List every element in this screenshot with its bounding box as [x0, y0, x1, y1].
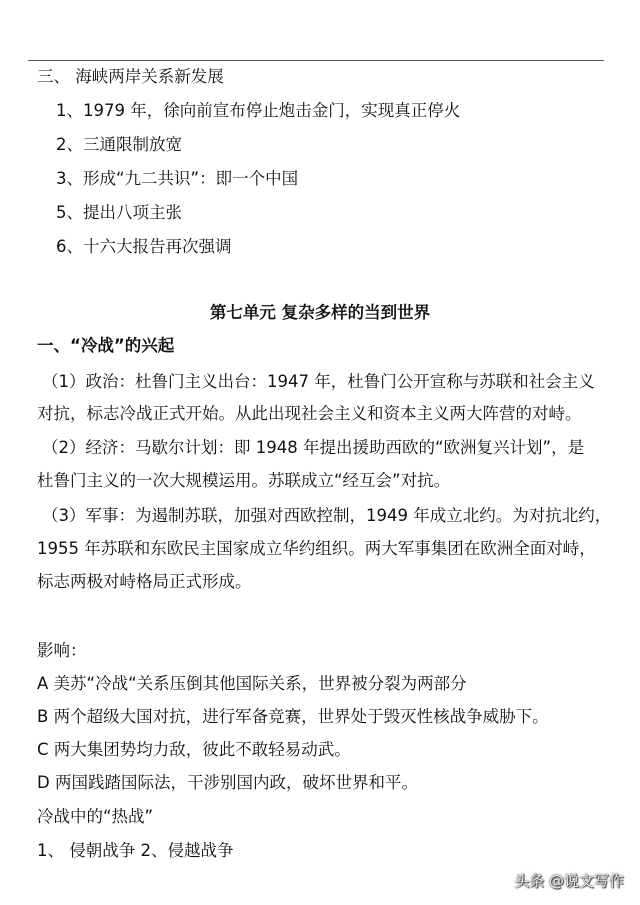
- section1-heading: 一、“冷战”的兴起: [37, 336, 175, 355]
- section3-item-5: 5、提出八项主张: [56, 203, 182, 222]
- impact-b: B 两个超级大国对抗，进行军备竞赛，世界处于毁灭性核战争威胁下。: [37, 707, 549, 726]
- impact-c: C 两大集团势均力敌，彼此不敢轻易动武。: [37, 740, 351, 759]
- hot-war-label: 冷战中的“热战”: [37, 807, 154, 826]
- military-line-2: 1955 年苏联和东欧民主国家成立华约组织。两大军事集团在欧洲全面对峙，: [37, 539, 596, 558]
- unit-title: 第七单元 复杂多样的当到世界: [209, 303, 431, 322]
- economy-line-2: 杜鲁门主义的一次大规模运用。苏联成立“经互会”对抗。: [37, 471, 451, 490]
- section3-item-1: 1、1979 年，徐向前宣布停止炮击金门，实现真正停火: [56, 101, 461, 120]
- impact-label: 影响：: [37, 641, 87, 660]
- military-line-3: 标志两极对峙格局正式形成。: [37, 572, 252, 591]
- watermark: 头条 @说文写作: [514, 872, 624, 890]
- section3-item-3: 3、形成“九二共识”：即一个中国: [56, 169, 299, 188]
- impact-a: A 美苏“冷战“关系压倒其他国际关系，世界被分裂为两部分: [37, 674, 467, 693]
- politics-line-2: 对抗，标志冷战正式开始。从此出现社会主义和资本主义两大阵营的对峙。: [37, 404, 582, 423]
- military-line-1: （3）军事：为遏制苏联，加强对西欧控制，1949 年成立北约。为对抗北约，: [42, 506, 612, 525]
- economy-line-1: （2）经济：马歇尔计划：即 1948 年提出援助西欧的“欧洲复兴计划”，是: [42, 438, 585, 457]
- politics-line-1: （1）政治：杜鲁门主义出台：1947 年，杜鲁门公开宣称与苏联和社会主义: [42, 372, 595, 391]
- impact-d: D 两国践踏国际法，干涉别国内政，破坏世界和平。: [37, 773, 418, 792]
- section3-item-2: 2、三通限制放宽: [56, 135, 182, 154]
- section3-heading: 三、 海峡两岸关系新发展: [37, 67, 224, 86]
- hot-war-list: 1、 侵朝战争 2、侵越战争: [37, 841, 234, 860]
- section3-item-6: 6、十六大报告再次强调: [56, 237, 232, 256]
- top-divider: [28, 60, 604, 61]
